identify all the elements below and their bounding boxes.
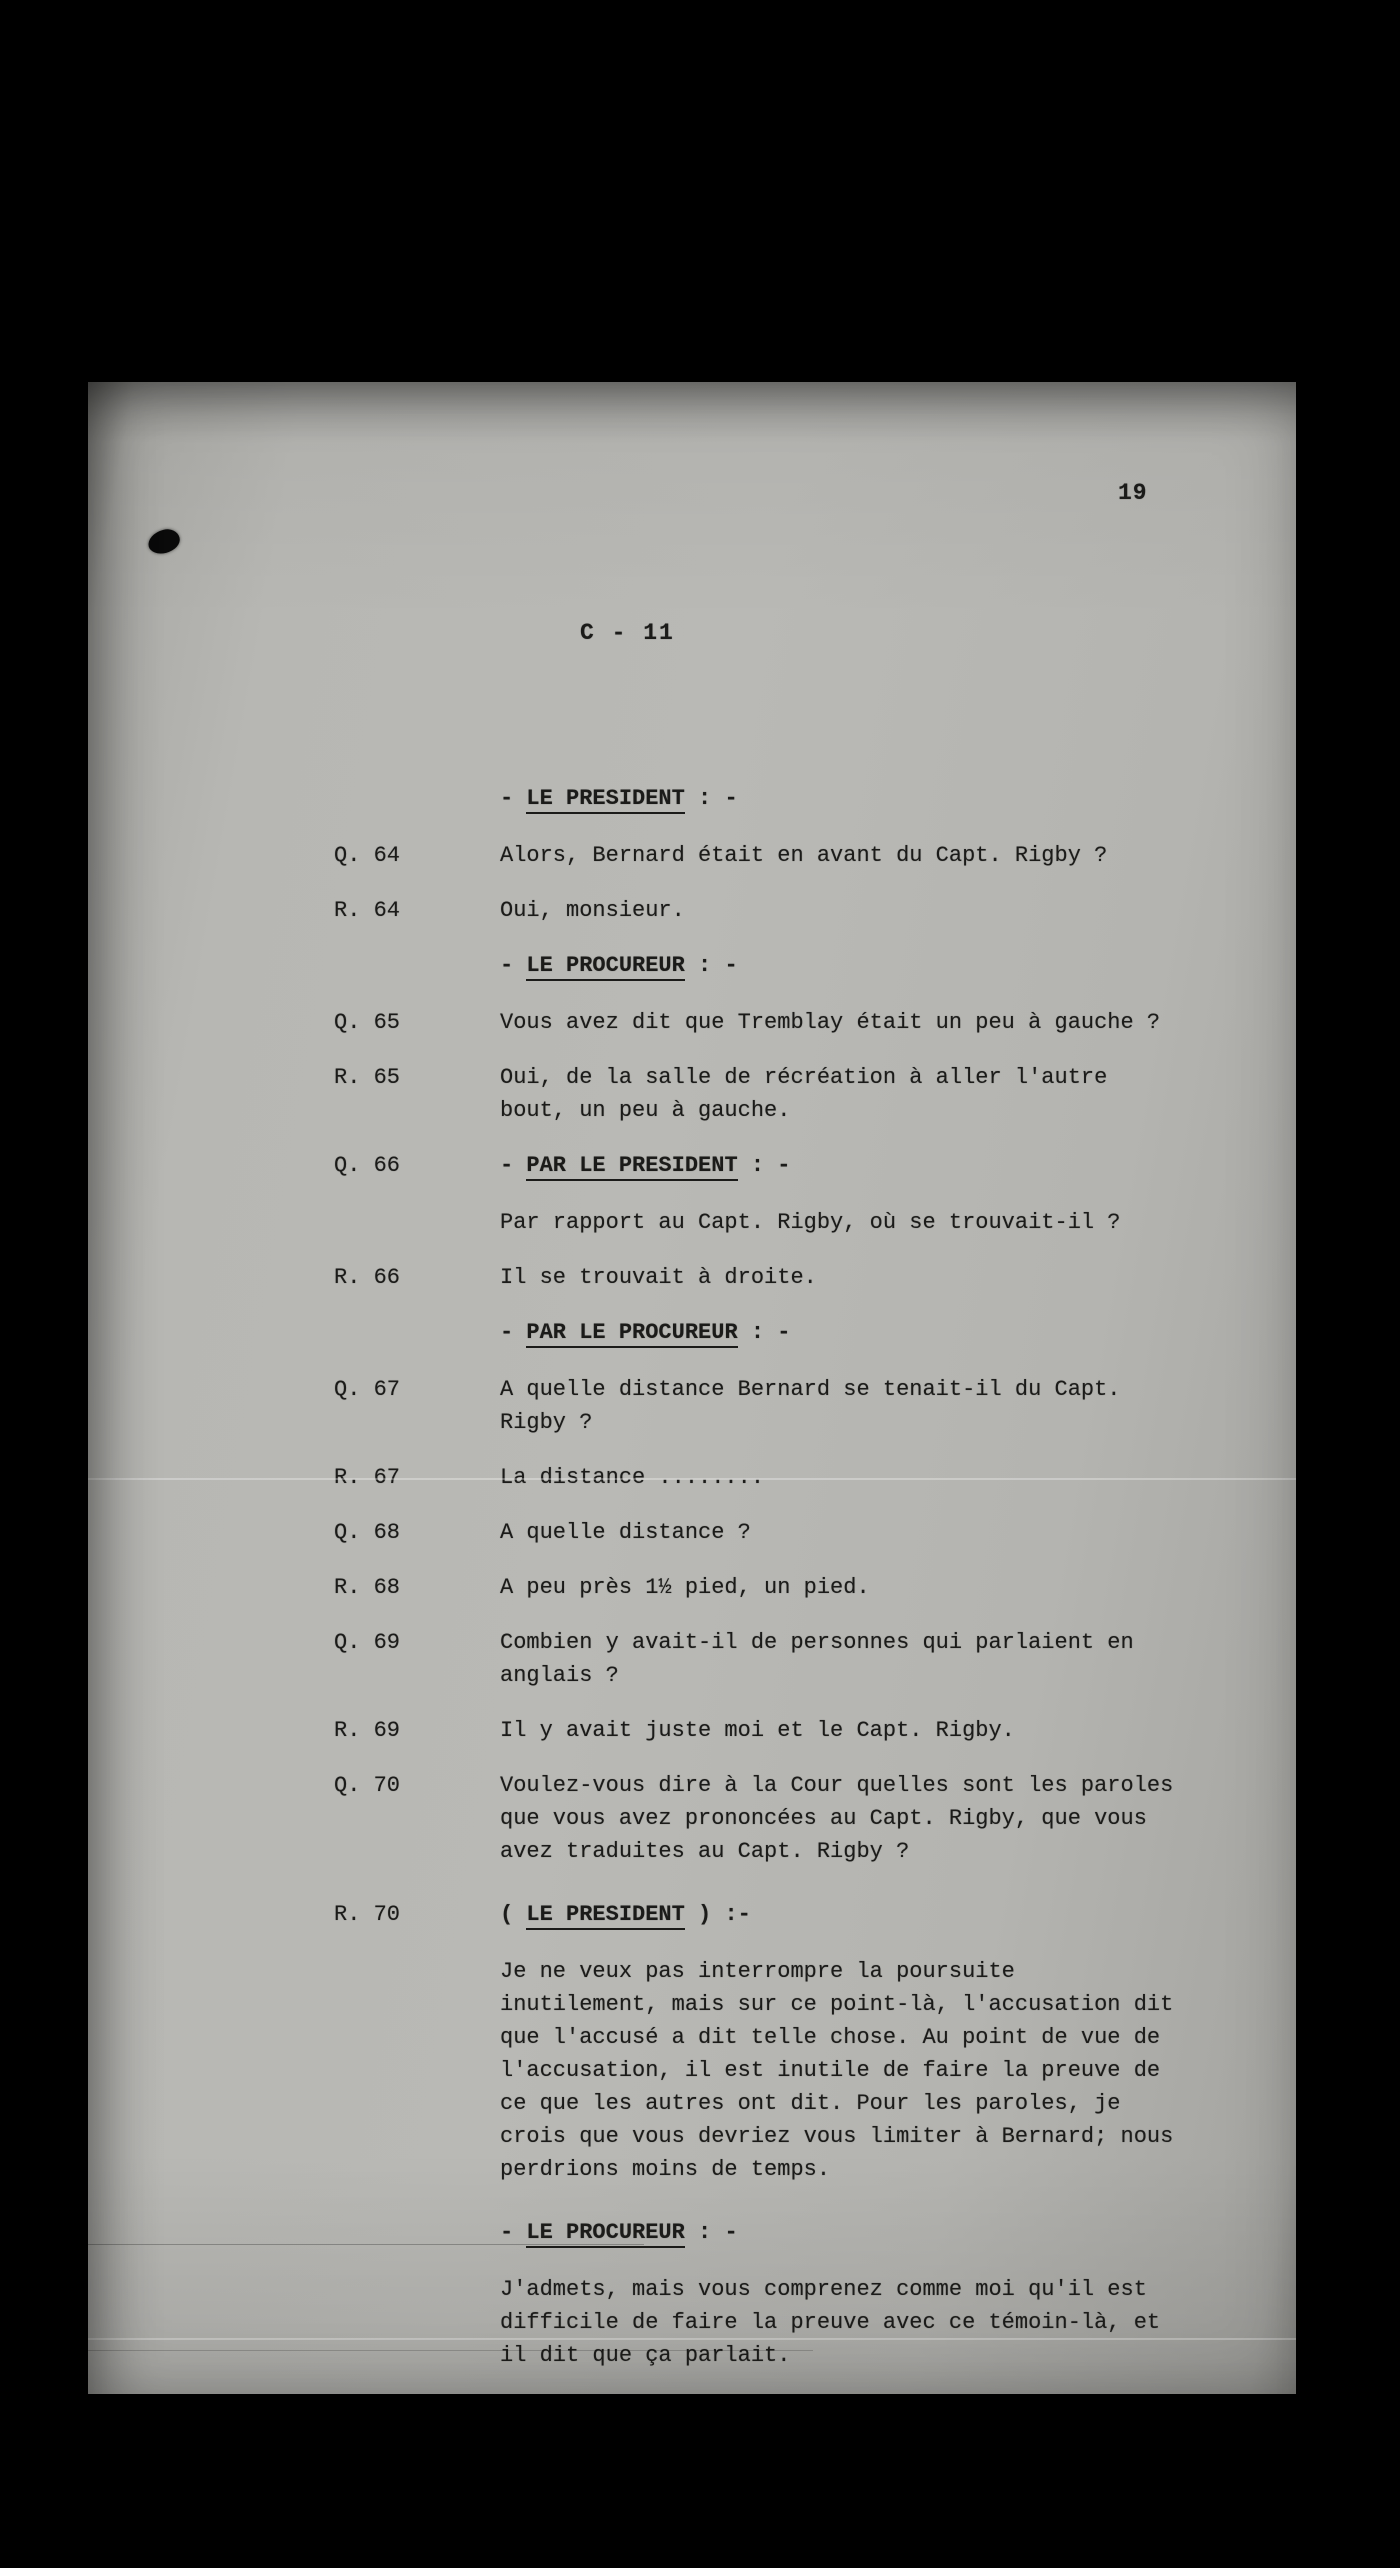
transcript-row [334, 1061, 1240, 1127]
entry-text: A peu près 1½ pied, un pied. [500, 1575, 870, 1600]
entry-text [500, 1898, 1176, 1931]
entry-text [500, 1316, 1176, 1349]
entry-label: R. 70 [334, 1902, 401, 1927]
entry-text: Voulez-vous dire à la Cour quelles sont les paroles que vous avez prononcées au Capt. Rigby, que vous avez traduites au Capt. Rigby ? [500, 1773, 1174, 1864]
entry-label: Q. 70 [334, 1773, 401, 1798]
transcript-row [334, 1261, 1240, 1294]
entry-text: Combien y avait-il de personnes qui parlaient en anglais ? [500, 1630, 1134, 1688]
transcript-row [334, 1714, 1240, 1747]
entry-text: J'admets, mais vous comprenez comme moi qu'il est difficile de faire la preuve avec ce témoin-là, et il dit que ça parlait. [500, 2277, 1161, 2368]
entry-label: Q. 66 [334, 1153, 401, 1178]
transcript-row [334, 1206, 1240, 1239]
transcript-body [88, 382, 1296, 2402]
entry-text: A quelle distance ? [500, 1520, 751, 1545]
entry-text: La distance ........ [500, 1465, 765, 1490]
transcript-row [334, 949, 1240, 982]
transcript-row [334, 1006, 1240, 1039]
entry-label: R. 68 [334, 1575, 401, 1600]
transcript-row [334, 1571, 1240, 1604]
entry-label: R. 65 [334, 1065, 401, 1090]
entry-text: Vous avez dit que Tremblay était un peu à gauche ? [500, 1010, 1161, 1035]
entry-label: R. 69 [334, 1718, 401, 1743]
entry-text [500, 949, 1176, 982]
transcript-row [334, 782, 1240, 815]
entry-label: Q. 68 [334, 1520, 401, 1545]
entry-text: Par rapport au Capt. Rigby, où se trouvait-il ? [500, 1210, 1121, 1235]
transcript-row [334, 1516, 1240, 1549]
entry-text: Alors, Bernard était en avant du Capt. Rigby ? [500, 843, 1108, 868]
entry-label: Q. 65 [334, 1010, 401, 1035]
speaker-heading: - LE PRESIDENT : - [500, 786, 738, 814]
transcript-row [334, 1373, 1240, 1439]
entry-text [500, 2216, 1176, 2249]
speaker-heading: - LE PROCUREUR : - [500, 953, 738, 981]
entry-label: Q. 64 [334, 843, 401, 868]
entry-label: R. 64 [334, 898, 401, 923]
entry-label: Q. 67 [334, 1377, 401, 1402]
transcript-row [334, 2216, 1240, 2249]
scan-page [88, 382, 1296, 2394]
entry-text: Oui, de la salle de récréation à aller l'autre bout, un peu à gauche. [500, 1065, 1108, 1123]
transcript-row [334, 1626, 1240, 1692]
transcript-row [334, 1955, 1240, 2186]
entry-label: Q. 69 [334, 1630, 401, 1655]
transcript-row [334, 894, 1240, 927]
speaker-heading: - PAR LE PRESIDENT : - [500, 1153, 790, 1181]
entry-text: Il se trouvait à droite. [500, 1265, 817, 1290]
speaker-heading: - PAR LE PROCUREUR : - [500, 1320, 790, 1348]
transcript-row [334, 2273, 1240, 2372]
doc-ref: C - 11 [580, 620, 675, 646]
entry-text: A quelle distance Bernard se tenait-il du Capt. Rigby ? [500, 1377, 1121, 1435]
transcript-row [334, 839, 1240, 872]
transcript-row [334, 1316, 1240, 1349]
entry-text: Oui, monsieur. [500, 898, 685, 923]
entry-label: R. 66 [334, 1265, 401, 1290]
speaker-heading: - LE PROCUREUR : - [500, 2220, 738, 2248]
entry-label: R. 67 [334, 1465, 401, 1490]
entry-text [500, 1149, 1176, 1182]
entry-text: Il y avait juste moi et le Capt. Rigby. [500, 1718, 1015, 1743]
transcript-row [334, 1149, 1240, 1182]
transcript-row [334, 1898, 1240, 1931]
entry-text: Je ne veux pas interrompre la poursuite inutilement, mais sur ce point-là, l'accusation dit que l'accusé a dit telle chose. Au point de vue de l'accusation, il est inutile de faire la preuve de ce que les autres ont dit. Pour les paroles, je crois que vous devriez vous limiter à Bernard; nous perdrions moins de temps. [500, 1959, 1174, 2182]
transcript-row [334, 1461, 1240, 1494]
transcript-row [334, 1769, 1240, 1868]
page-number: 19 [1118, 480, 1148, 506]
entry-text [500, 782, 1176, 815]
speaker-heading: ( LE PRESIDENT ) :- [500, 1902, 751, 1930]
